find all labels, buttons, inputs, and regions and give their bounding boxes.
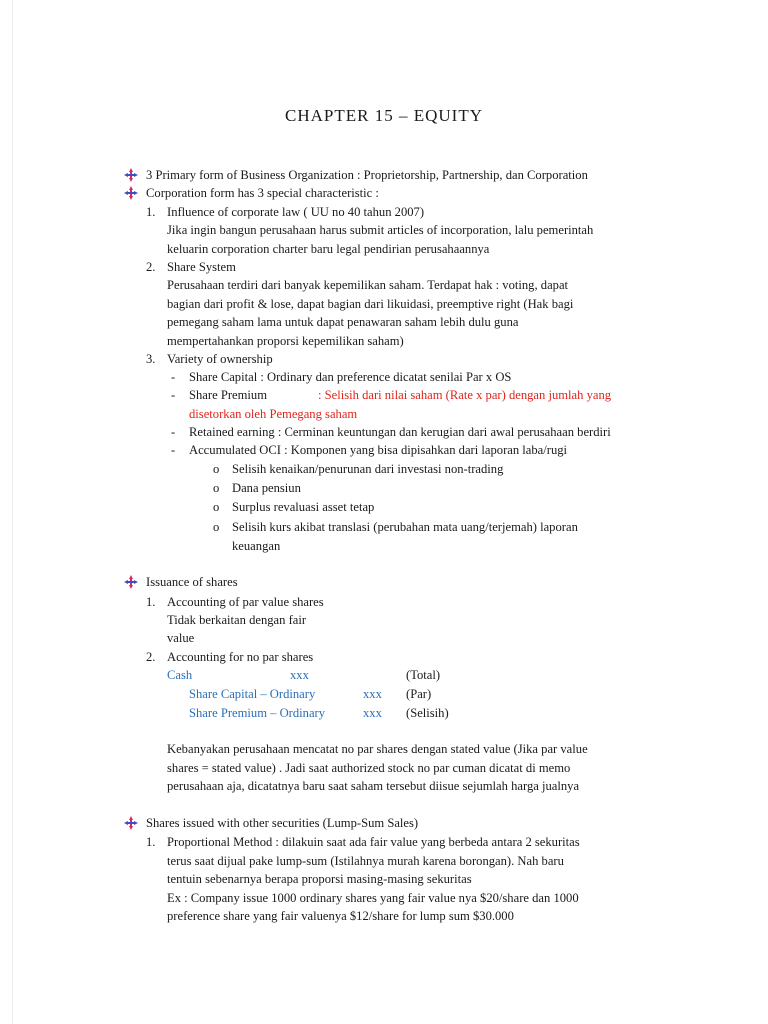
dash-marker: - [171,388,176,402]
journal-account: Share Premium – Ordinary [189,706,326,720]
circle-marker: o [213,462,220,476]
list-item-heading: Share System [167,260,236,274]
journal-account: Cash [167,668,193,682]
dash-item: Retained earning : Cerminan keuntungan dan kerugian dari awal perusahaan berdiri [189,425,611,439]
sub-item: Dana pensiun [232,481,301,495]
list-item-heading: Accounting of par value shares [167,595,324,609]
sub-item: keuangan [232,539,281,553]
four-arrow-bullet-icon [124,575,138,589]
bullet-text: Corporation form has 3 special characteristic : [146,186,379,200]
dash-marker: - [171,370,176,384]
dash-marker: - [171,425,176,439]
journal-amount: xxx [290,668,309,682]
dash-item-highlight: : Selisih dari nilai saham (Rate x par) dengan jumlah yang [318,388,612,402]
journal-note: (Total) [406,668,441,682]
sub-item: Selisih kurs akibat translasi (perubahan mata uang/terjemah) laporan [232,520,578,534]
four-arrow-bullet-icon [124,168,138,182]
list-item-heading: Accounting for no par shares [167,650,314,664]
paragraph-line: mempertahankan proporsi kepemilikan saham) [167,334,404,348]
circle-marker: o [213,500,220,514]
dash-item: Accumulated OCI : Komponen yang bisa dipisahkan dari laporan laba/rugi [189,443,568,457]
dash-item: Share Capital : Ordinary dan preference dicatat senilai Par x OS [189,370,512,384]
paragraph-line: Tidak berkaitan dengan fair [167,613,307,627]
dash-item-highlight: disetorkan oleh Pemegang saham [189,407,358,421]
journal-note: (Selisih) [406,706,449,720]
page-title: CHAPTER 15 – EQUITY [285,106,483,125]
paragraph-line: shares = stated value) . Jadi saat authorized stock no par cuman dicatat di memo [167,761,571,775]
bullet-text: Issuance of shares [146,575,238,589]
paragraph-line: preference share yang fair valuenya $12/share for lump sum $30.000 [167,909,514,923]
circle-marker: o [213,520,220,534]
paragraph-line: pemegang saham lama untuk dapat penawaran saham lebih dulu guna [167,315,519,329]
journal-amount: xxx [363,706,382,720]
journal-account: Share Capital – Ordinary [189,687,316,701]
circle-marker: o [213,481,220,495]
dash-marker: - [171,443,176,457]
bullet-text: 3 Primary form of Business Organization : Proprietorship, Partnership, dan Corporation [146,168,588,182]
paragraph-line: terus saat dijual pake lump-sum (Istilahnya murah karena borongan). Nah baru [167,854,564,868]
journal-note: (Par) [406,687,432,701]
paragraph-line: bagian dari profit & lose, dapat bagian dari likuidasi, preemptive right (Hak bagi [167,297,574,311]
list-number: 1. [146,595,156,609]
paragraph-line: Proportional Method : dilakuin saat ada fair value yang berbeda antara 2 sekuritas [167,835,580,849]
paragraph-line: Ex : Company issue 1000 ordinary shares yang fair value nya $20/share dan 1000 [167,891,579,905]
paragraph-line: tentuin sebenarnya berapa proporsi masing-masing sekuritas [167,872,472,886]
list-number: 2. [146,260,156,274]
four-arrow-bullet-icon [124,186,138,200]
paragraph-line: perusahaan aja, dicatatnya baru saat saham tersebut diisue sejumlah harga jualnya [167,779,580,793]
bullet-text: Shares issued with other securities (Lump-Sum Sales) [146,816,419,830]
list-item-heading: Influence of corporate law ( UU no 40 tahun 2007) [167,205,425,219]
journal-amount: xxx [363,687,382,701]
sub-item: Selisih kenaikan/penurunan dari investasi non-trading [232,462,504,476]
sub-item: Surplus revaluasi asset tetap [232,500,375,514]
paragraph-line: Perusahaan terdiri dari banyak kepemilikan saham. Terdapat hak : voting, dapat [167,278,569,292]
paragraph-line: keluarin corporation charter baru legal pendirian perusahaannya [167,242,490,256]
list-number: 2. [146,650,156,664]
list-item-heading: Variety of ownership [167,352,273,366]
dash-item-label: Share Premium [189,388,267,402]
list-number: 1. [146,835,156,849]
paragraph-line: Jika ingin bangun perusahaan harus submit articles of incorporation, lalu pemerintah [167,223,594,237]
list-number: 3. [146,352,156,366]
paragraph-line: value [167,631,195,645]
list-number: 1. [146,205,156,219]
paragraph-line: Kebanyakan perusahaan mencatat no par shares dengan stated value (Jika par value [167,742,588,756]
four-arrow-bullet-icon [124,816,138,830]
